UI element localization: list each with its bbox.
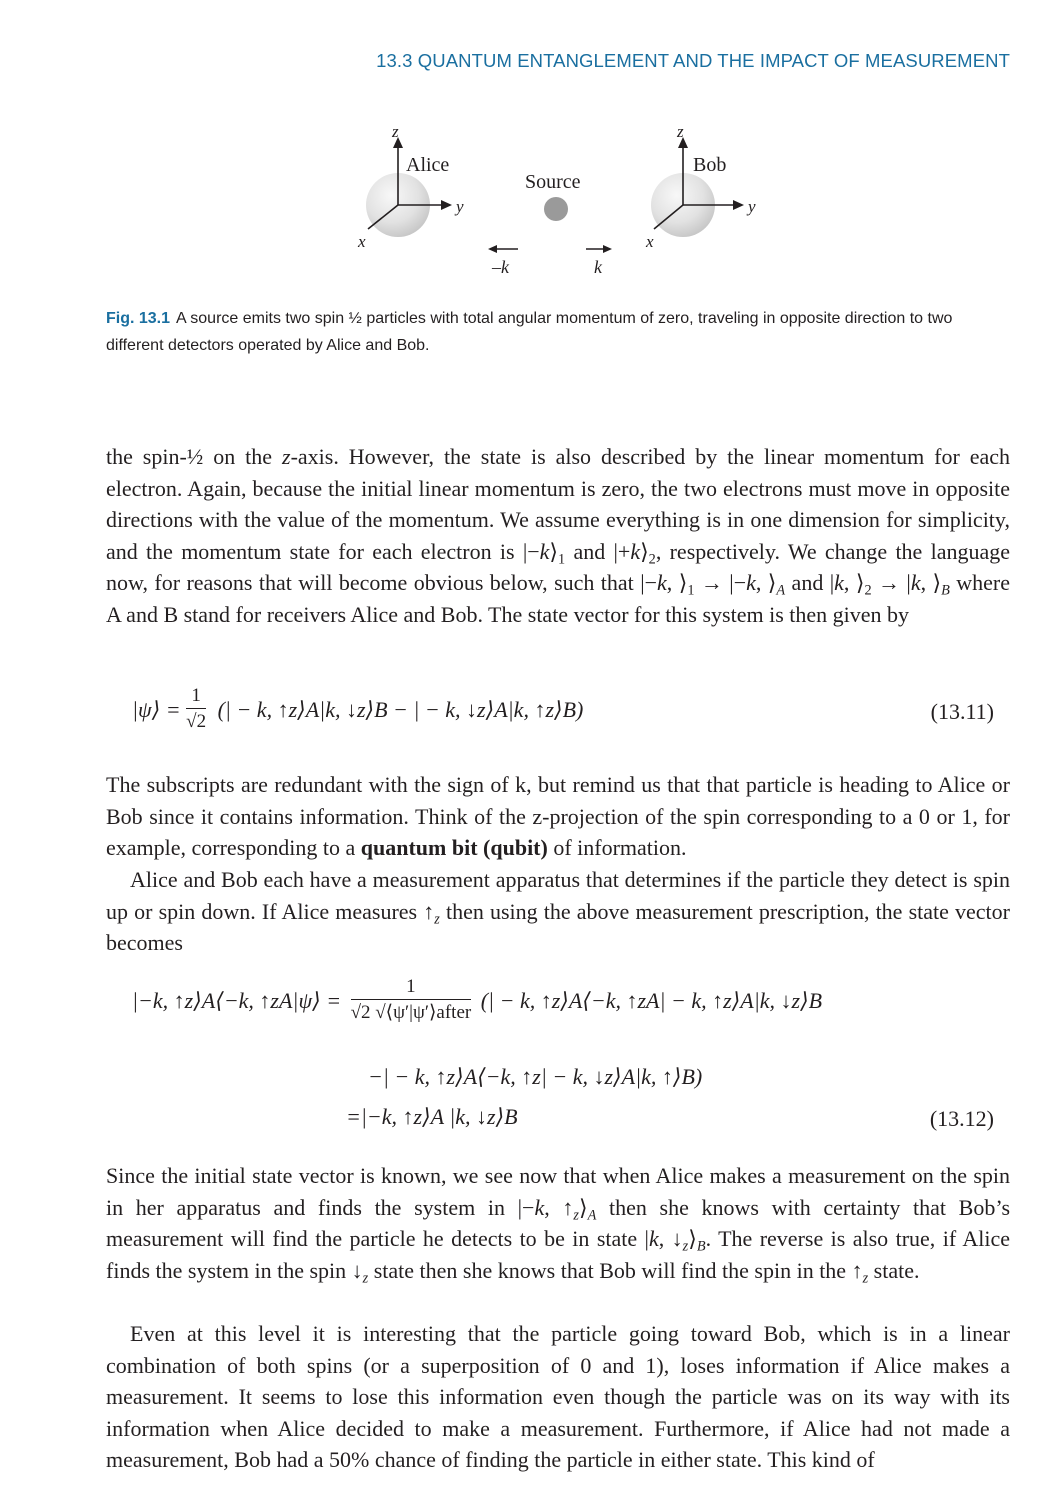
right-momentum-label: k bbox=[594, 257, 602, 277]
paragraph-4: Since the initial state vector is known, we see now that when Alice makes a measurement on the spin in her apparatus and finds the system in |−k, $↑_z⟩_A$ then she knows with certainty that Bob’s measurement will find the particle he detects to be in state |k, $↓_z⟩_B$. The reverse is also true, if Alice finds the system in the spin $↓_z$ state then she knows that Bob will find the spin in the $↑_z$ state. bbox=[106, 1163, 1010, 1287]
paragraph-5: Even at this level it is interesting that the particle going toward Bob, which is in a linear combination of both spins (or a superposition of 0 and 1), loses information if Alice makes a measurement. It seems to lose this information even though the particle was on its way with its information when Alice decided to make a measurement. Furthermore, if Alice had not made a measurement, Bob had a 50% chance of finding the particle in either state. This kind of bbox=[106, 1321, 1010, 1473]
figure-diagram bbox=[330, 115, 790, 290]
eq2-lhs: |−k, ↑z⟩A⟨−k, ↑zA|ψ⟩ = bbox=[132, 987, 342, 1013]
paragraph-1: the spin-½ on the z-axis. However, the state is also described by the linear momentum for each electron. Again, because the initial linear momentum is zero, the two electrons must move in opposite directions with the value of the momentum. We assume everything is in one dimension for simplicity, and the momentum state for each electron is $|-k⟩_1$ and $|+k⟩_2$, respectively. We change the language now, for reasons that will become obvious below, such that |−k, $⟩_1 \to |-k$, $⟩_A$ and |k, $⟩_2 \to |k$, $⟩_B$ where A and B stand for receivers Alice and Bob. The state vector for this system is then given by bbox=[106, 444, 1011, 627]
eq1-rhs: (| − k, ↑z⟩A|k, ↓z⟩B − | − k, ↓z⟩A|k, ↑z⟩B) bbox=[217, 696, 584, 722]
figure-caption bbox=[106, 305, 1010, 359]
bob-y-label: y bbox=[748, 197, 756, 216]
bob-x-label: x bbox=[646, 232, 654, 251]
alice-z-label: z bbox=[392, 122, 399, 141]
alice-x-label: x bbox=[358, 232, 366, 251]
source-dot bbox=[544, 197, 568, 221]
alice-y-arrowhead bbox=[441, 200, 452, 210]
eq2-line1: (| − k, ↑z⟩A⟨−k, ↑zA| − k, ↑z⟩A|k, ↓z⟩B bbox=[480, 987, 823, 1013]
equation-13-11 bbox=[132, 684, 583, 735]
paragraph-3: Alice and Bob each have a measurement apparatus that determines if the particle they detect is spin up or spin down. If Alice measures $↑_z$ then using the above measurement prescription, the state vector becomes bbox=[106, 867, 1010, 956]
paragraph-2: The subscripts are redundant with the sign of k, but remind us that that particle is heading to Alice or Bob since it contains information. Think of the z-projection of the spin corresponding to a 0 or 1, for example, corresponding to a quantum bit (qubit) of information. bbox=[106, 772, 1010, 861]
alice-y-label: y bbox=[456, 197, 464, 216]
right-momentum-arrowhead bbox=[603, 245, 612, 253]
eq1-lhs: |ψ⟩ = bbox=[132, 696, 181, 722]
eq2-line2: −| − k, ↑z⟩A⟨−k, ↑z| − k, ↓z⟩A|k, ↑⟩B) bbox=[368, 1064, 703, 1089]
equation-13-12 bbox=[132, 975, 822, 1026]
left-momentum-label: –k bbox=[492, 257, 509, 277]
figure-caption-label: Fig. 13.1 bbox=[106, 310, 171, 327]
equation-number-13-11: (13.11) bbox=[930, 699, 994, 724]
alice-label: Alice bbox=[406, 154, 450, 176]
running-header: 13.3 QUANTUM ENTANGLEMENT AND THE IMPACT OF MEASUREMENT bbox=[376, 50, 1010, 71]
eq2-line3: =|−k, ↑z⟩A |k, ↓z⟩B bbox=[346, 1104, 518, 1129]
bob-z-label: z bbox=[677, 122, 684, 141]
figure-13-1 bbox=[330, 115, 790, 290]
bob-y-arrowhead bbox=[733, 200, 744, 210]
bob-label: Bob bbox=[693, 154, 727, 176]
figure-caption-text: A source emits two spin ½ particles with total angular momentum of zero, traveling in opposite direction to two different detectors operated by Alice and Bob. bbox=[106, 310, 953, 354]
source-label: Source bbox=[525, 171, 581, 193]
eq2-fraction: $\frac{1}{\text{√2 √⟨ψ′|ψ′⟩after}}$ bbox=[350, 976, 472, 1023]
left-momentum-arrowhead bbox=[488, 245, 497, 253]
equation-number-13-12: (13.12) bbox=[929, 1106, 994, 1131]
eq1-fraction: $\frac{1}{√2}$ bbox=[186, 685, 207, 732]
